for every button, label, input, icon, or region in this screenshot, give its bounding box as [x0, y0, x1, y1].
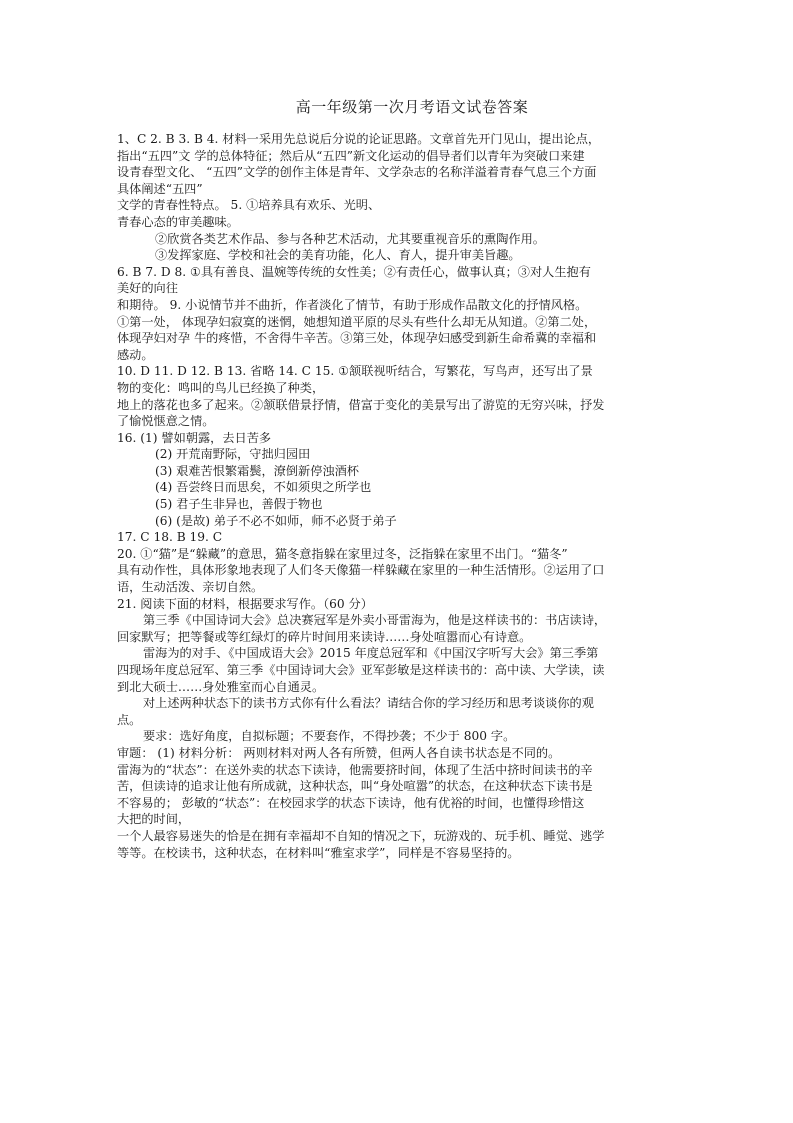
- text-line: 物的变化：鸣叫的鸟儿已经换了种类，: [117, 380, 325, 395]
- text-line: 雷海为的对手、《中国成语大会》2015 年度总冠军和《中国汉字听写大会》第三季第: [143, 646, 599, 661]
- text-line: ②欣赏各类艺术作品、参与各种艺术活动，尤其要重视音乐的熏陶作用。: [155, 231, 545, 246]
- text-line: 17. C 18. B 19. C: [117, 530, 223, 545]
- text-line: 等等。在校读书，这种状态，在材料叫“雅室求学”，同样是不容易坚持的。: [117, 845, 520, 860]
- text-line: 指出“五四”文 学的总体特征；然后从“五四”新文化运动的倡导者们以青年为突破口来建: [117, 148, 585, 163]
- text-line: 具体阐述“五四”: [117, 181, 203, 196]
- text-line: 四现场年度总冠军、第三季《中国诗词大会》亚军彭敏是这样读书的：高中读、大学读，读: [117, 663, 605, 677]
- text-line: 语，生动活泼、亲切自然。: [117, 580, 264, 595]
- text-line: 回家默写；把等餐或等红绿灯的碎片时间用来读诗……身处喧嚣而心有诗意。: [117, 629, 532, 644]
- text-line: 具有动作性，具体形象地表现了人们冬天像猫一样躲藏在家里的一种生活情形。②运用了口: [117, 563, 605, 578]
- text-line: 体现孕妇对孕 牛的疼惜，不舍得牛辛苦。③第三处，体现孕妇感受到新生命希冀的幸福和: [117, 331, 597, 346]
- text-line: 青春心态的审美趣味。: [117, 214, 239, 229]
- text-line: 对上述两种状态下的读书方式你有什么看法？请结合你的学习经历和思考谈谈你的观: [143, 696, 594, 711]
- text-line: 到北大硕士……身处雅室而心自通灵。: [117, 679, 325, 694]
- text-line: (6) (是故) 弟子不必不如师，师不必贤于弟子: [155, 513, 397, 528]
- text-line: 了愉悦惬意之情。: [117, 414, 215, 429]
- text-line: (2) 开荒南野际，守拙归园田: [155, 447, 311, 462]
- text-line: 审题： (1) 材料分析： 两则材料对两人各有所赞，但两人各自读书状态是不同的。: [117, 745, 561, 760]
- text-line: 不容易的； 彭敏的“状态”：在校园求学的状态下读诗，他有优裕的时间，也懂得珍惜这: [117, 795, 585, 810]
- text-line: 和期待。 9. 小说情节并不曲折，作者淡化了情节，有助于形成作品散文化的抒情风格。: [117, 297, 588, 312]
- text-line: 1、C 2. B 3. B 4. 材料一采用先总说后分说的论证思路。文章首先开门见山，提出论点，: [117, 132, 601, 146]
- text-line: 第三季《中国诗词大会》总决赛冠军是外卖小哥雷海为，他是这样读书的：书店读诗，: [143, 613, 607, 628]
- text-line: 美好的向往: [117, 281, 178, 296]
- text-line: ①第一处， 体现孕妇寂寞的迷惘，她想知道平原的尽头有些什么却无从知道。②第二处，: [117, 314, 597, 329]
- text-line: 点。: [117, 712, 142, 727]
- answer-sheet-page: [117, 96, 687, 861]
- text-line: 10. D 11. D 12. B 13. 省略 14. C 15. ①颔联视听结合，写繁花，写鸟声，还写出了景: [117, 364, 593, 379]
- text-line: 大把的时间，: [117, 812, 191, 827]
- text-line: (5) 君子生非异也，善假于物也: [155, 497, 323, 512]
- text-line: 21. 阅读下面的材料，根据要求写作。（60 分）: [117, 596, 373, 611]
- text-line: 感动。: [117, 347, 154, 362]
- text-line: 雷海为的“状态”：在送外卖的状态下读诗，他需要挤时间，体现了生活中挤时间读书的辛: [117, 762, 593, 777]
- text-line: 设青春型文化、 “五四”文学的创作主体是青年、文学杂志的名称洋溢着青春气息三个方面: [117, 165, 597, 180]
- text-line: 苦，但读诗的追求让他有所成就，这种状态，叫“身处喧嚣”的状态，在这种状态下读书是: [117, 779, 593, 794]
- text-line: 20. ①“猫”是“躲藏”的意思，猫冬意指躲在家里过冬，泛指躲在家里不出门。“猫冬”: [117, 546, 568, 561]
- answer-content: [117, 131, 687, 861]
- text-line: 一个人最容易迷失的恰是在拥有幸福却不自知的情况之下，玩游戏的、玩手机、睡觉、逃学: [117, 828, 605, 843]
- text-line: ③发挥家庭、学校和社会的美育功能，化人、育人，提升审美旨趣。: [155, 248, 521, 263]
- text-line: (3) 艰难苦恨繁霜鬓，潦倒新停浊酒杯: [155, 463, 359, 478]
- text-line: (4) 吾尝终日而思矣，不如须臾之所学也: [155, 480, 372, 495]
- document-title: 高一年级第一次月考语文试卷答案: [295, 98, 529, 116]
- text-line: 6. B 7. D 8. ①具有善良、温婉等传统的女性美；②有责任心，做事认真；③对人生抱有: [117, 264, 591, 279]
- text-line: 文学的青春性特点。 5. ①培养具有欢乐、光明、: [117, 198, 381, 213]
- text-line: 16. (1) 譬如朝露，去日苦多: [117, 430, 272, 445]
- text-line: 地上的落花也多了起来。②颔联借景抒情，借富于变化的美景写出了游览的无穷兴味，抒发: [117, 397, 605, 412]
- text-line: 要求：选好角度，自拟标题；不要套作，不得抄袭；不少于 800 字。: [143, 729, 516, 744]
